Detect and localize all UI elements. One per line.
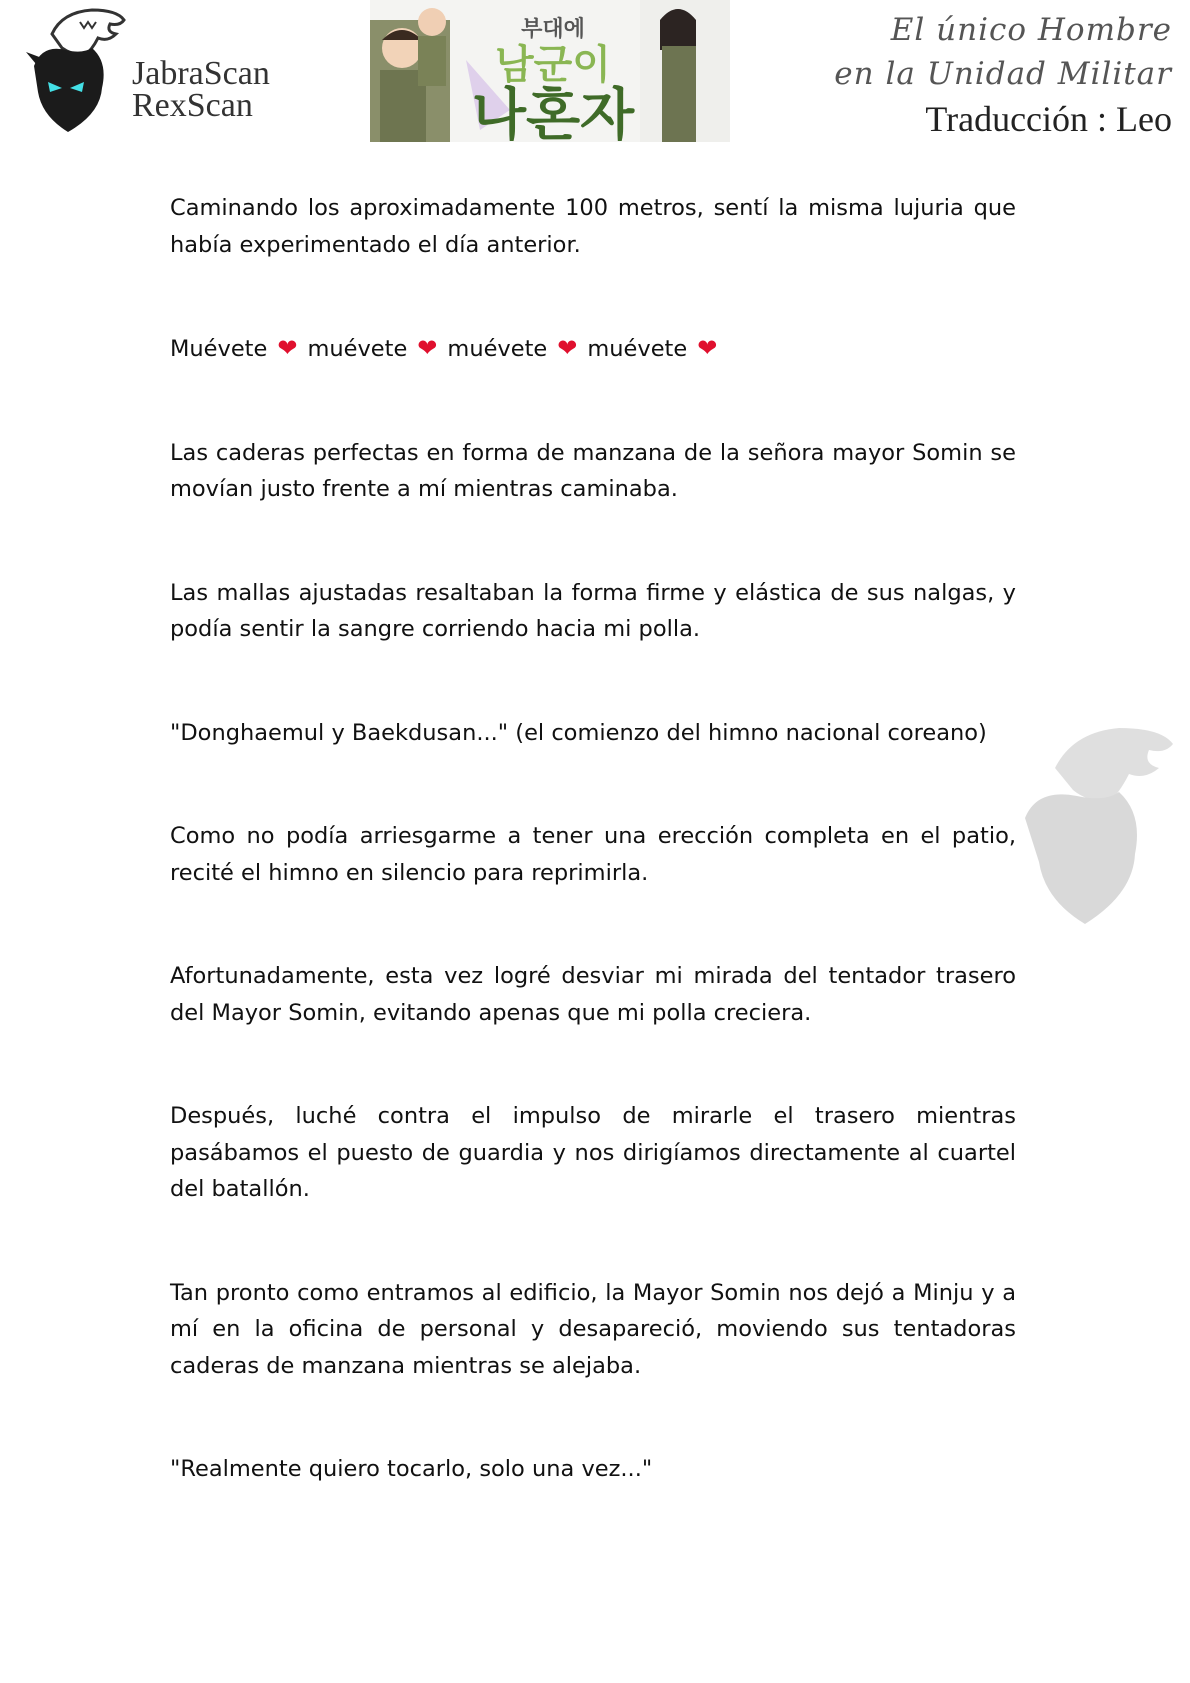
paragraph-5: "Donghaemul y Baekdusan..." (el comienzo del himno nacional coreano)	[170, 719, 987, 746]
paragraph-8: Después, luché contra el impulso de mirarle el trasero mientras pasábamos el puesto de guardia y nos dirigíamos directamente al cuartel del batallón.	[170, 1103, 1016, 1202]
moan-word-2: muévete	[307, 336, 408, 362]
paragraph-3: Las caderas perfectas en forma de manzana de la señora mayor Somin se movían justo frente a mí mientras caminaba.	[170, 439, 1016, 502]
moan-word-3: muévete	[447, 336, 548, 362]
dinosaur-logo-icon	[22, 4, 142, 144]
translator-credit: Traducción : Leo	[925, 99, 1172, 139]
cover-title-line-2: 나혼자	[471, 83, 635, 142]
brand-line-1: JabraScan	[132, 55, 270, 92]
cover-title-small: 부대에	[521, 17, 585, 42]
brand-line-2: RexScan	[132, 87, 253, 124]
heart-icon: ❤	[557, 334, 578, 362]
cover-title	[458, 12, 648, 142]
paragraph-1: Caminando los aproximadamente 100 metros, sentí la misma lujuria que había experimentado el día anterior.	[170, 195, 1016, 258]
paragraph-10: "Realmente quiero tocarlo, solo una vez..."	[170, 1456, 653, 1482]
heart-icon: ❤	[277, 334, 298, 362]
paragraph-2	[170, 330, 1016, 368]
heart-icon: ❤	[417, 334, 438, 362]
paragraph-7: Afortunadamente, esta vez logré desviar mi mirada del tentador trasero del Mayor Somin, evitando apenas que mi polla creciera.	[170, 963, 1016, 1026]
cover-title-line-1: 남군이	[495, 42, 611, 88]
moan-word-4: muévete	[587, 336, 688, 362]
paragraph-4: Las mallas ajustadas resaltaban la forma firme y elástica de sus nalgas, y podía sentir la sangre corriendo hacia mi polla.	[170, 579, 1016, 642]
page-header	[0, 0, 1190, 150]
heart-icon: ❤	[697, 334, 718, 362]
series-info	[834, 8, 1172, 142]
moan-word-1: Muévete	[170, 336, 268, 362]
paragraph-9: Tan pronto como entramos al edificio, la Mayor Somin nos dejó a Minju y a mí en la oficina de personal y desapareció, moviendo sus tentadoras caderas de manzana mientras se alejaba.	[170, 1279, 1016, 1379]
series-cover-banner	[370, 0, 730, 142]
paragraph-6: Como no podía arriesgarme a tener una erección completa en el patio, recité el himno en silencio para reprimirla.	[170, 823, 1016, 886]
chapter-text	[170, 190, 1016, 1488]
dinosaur-watermark-icon	[1015, 718, 1185, 948]
series-title-line-1: El único Hombre	[890, 12, 1172, 48]
series-title-line-2: en la Unidad Militar	[834, 56, 1172, 92]
scan-group-name	[132, 55, 270, 124]
